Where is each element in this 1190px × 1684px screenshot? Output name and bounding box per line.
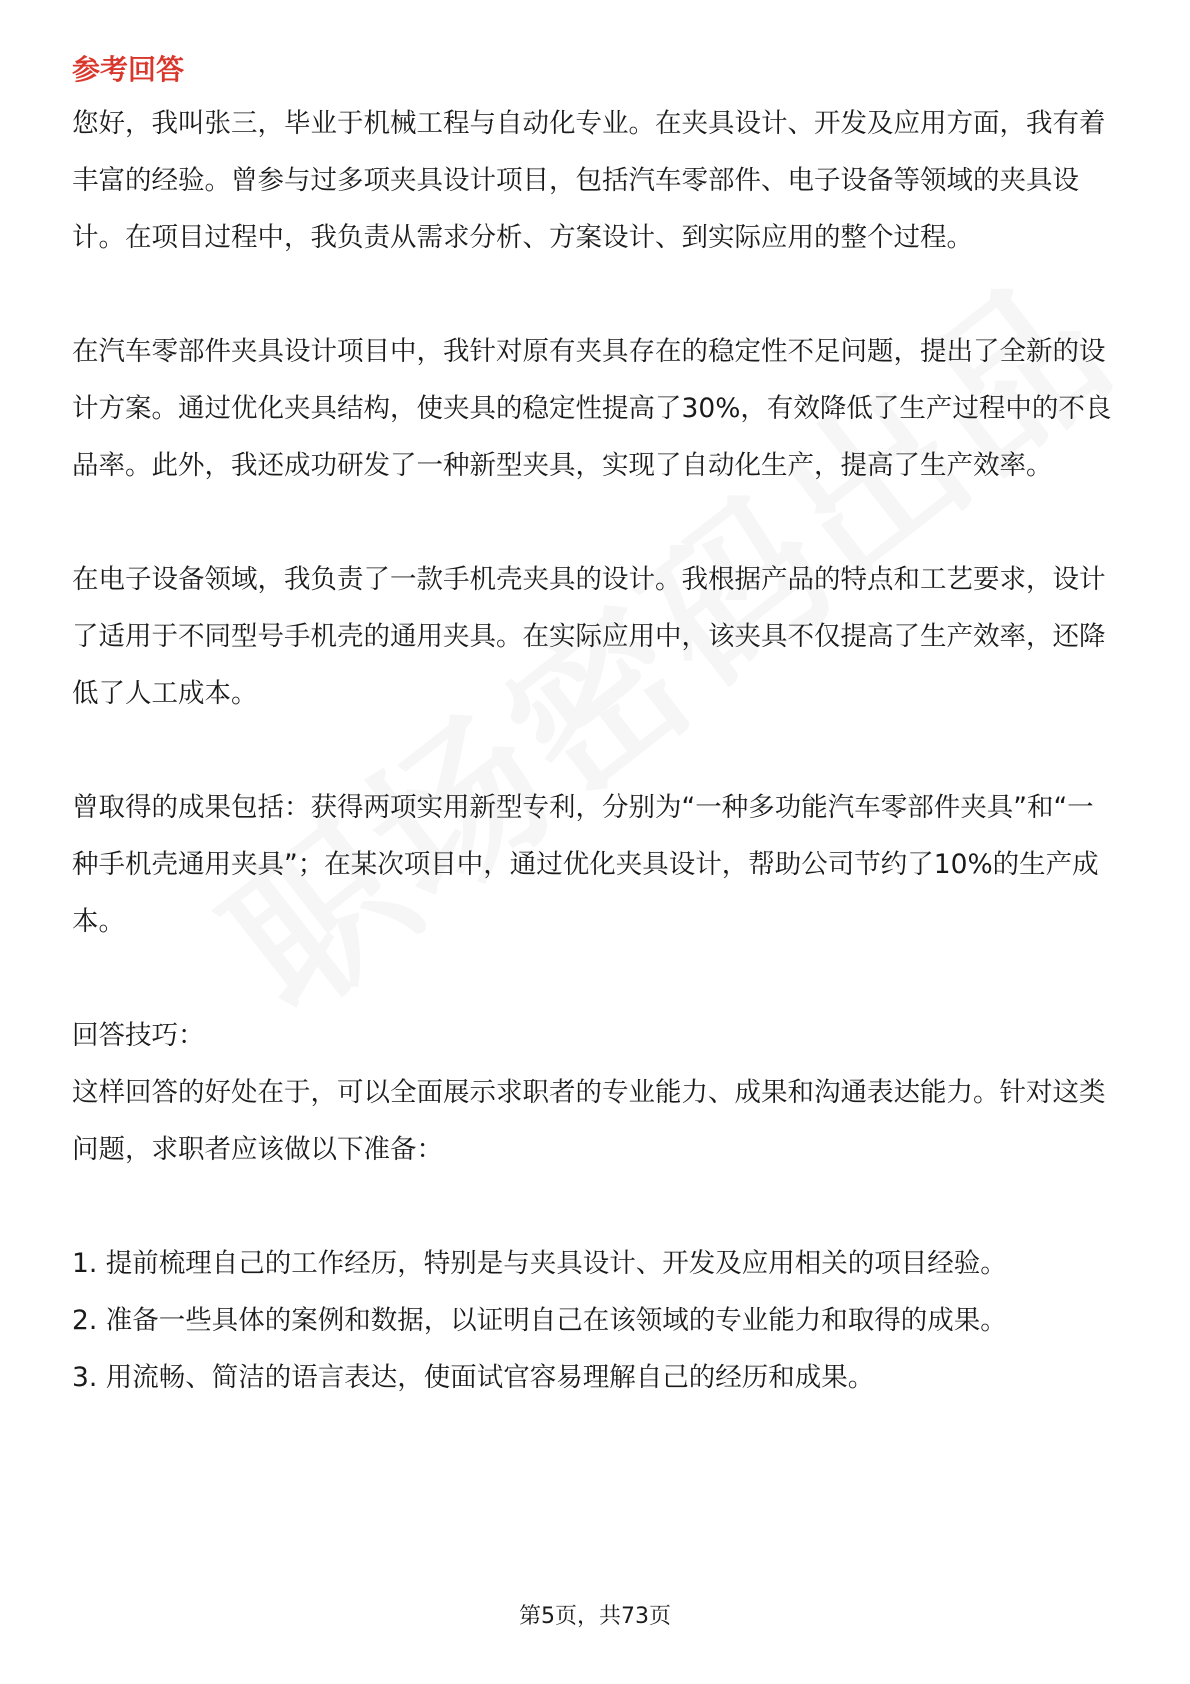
tips-list-item: 3. 用流畅、简洁的语言表达，使面试官容易理解自己的经历和成果。 — [72, 1362, 875, 1393]
paragraph-automotive: 在汽车零部件夹具设计项目中，我针对原有夹具存在的稳定性不足问题，提出了全新的设计方案。通过优化夹具结构，使夹具的稳定性提高了30%，有效降低了生产过程中的不良品率。此外，我还成功研发了一种新型夹具，实现了自动化生产，提高了生产效率。 — [72, 336, 1112, 481]
tips-heading: 回答技巧： — [72, 1020, 205, 1051]
spacer — [72, 1178, 1112, 1235]
spacer — [72, 266, 1112, 323]
spacer — [72, 494, 1112, 551]
page-footer: 第5页，共73页 — [519, 1604, 671, 1629]
spacer — [72, 950, 1112, 1007]
paragraph-electronics: 在电子设备领域，我负责了一款手机壳夹具的设计。我根据产品的特点和工艺要求，设计了适用于不同型号手机壳的通用夹具。在实际应用中，该夹具不仅提高了生产效率，还降低了人工成本。 — [72, 564, 1106, 709]
section-title: 参考回答 — [72, 53, 185, 86]
tips-list-item: 2. 准备一些具体的案例和数据，以证明自己在该领域的专业能力和取得的成果。 — [72, 1305, 1007, 1336]
tips-list-item: 1. 提前梳理自己的工作经历，特别是与夹具设计、开发及应用相关的项目经验。 — [72, 1248, 1007, 1279]
answer-content — [72, 95, 1112, 1406]
spacer — [72, 722, 1112, 779]
tips-intro: 这样回答的好处在于，可以全面展示求职者的专业能力、成果和沟通表达能力。针对这类问题，求职者应该做以下准备： — [72, 1077, 1106, 1165]
paragraph-intro: 您好，我叫张三，毕业于机械工程与自动化专业。在夹具设计、开发及应用方面，我有着丰富的经验。曾参与过多项夹具设计项目，包括汽车零部件、电子设备等领域的夹具设计。在项目过程中，我负责从需求分析、方案设计、到实际应用的整个过程。 — [72, 108, 1106, 253]
paragraph-achievements: 曾取得的成果包括：获得两项实用新型专利，分别为“一种多功能汽车零部件夹具”和“一种手机壳通用夹具”；在某次项目中，通过优化夹具设计，帮助公司节约了10%的生产成本。 — [72, 792, 1099, 937]
